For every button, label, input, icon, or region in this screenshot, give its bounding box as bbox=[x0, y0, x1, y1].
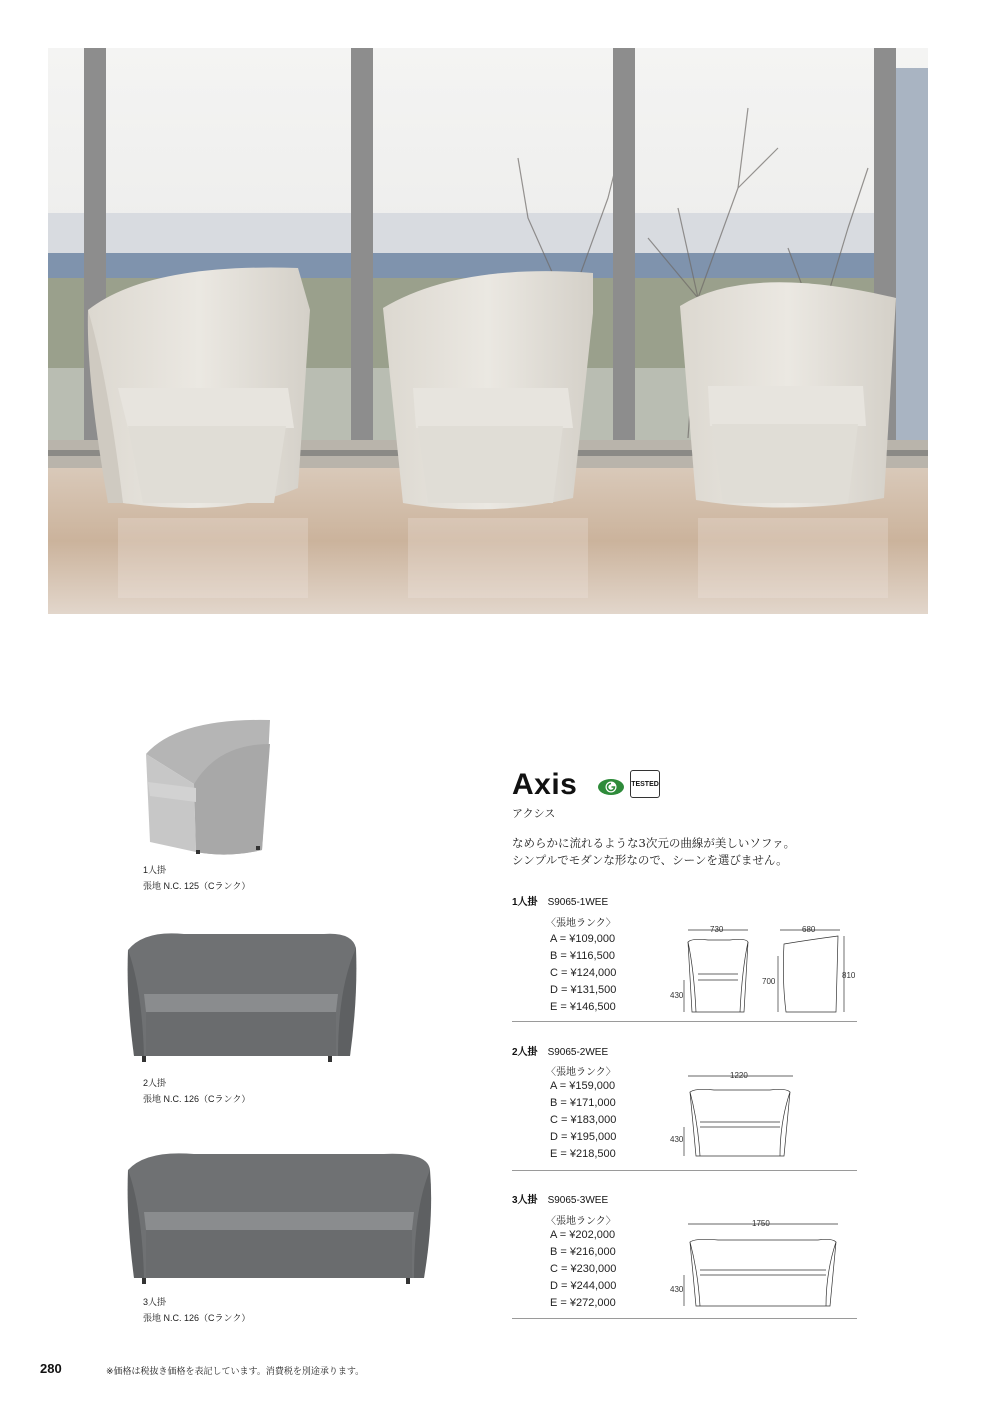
thumbnail-2-seat-sofa bbox=[124, 928, 358, 1064]
dim-width-label: 1750 bbox=[752, 1219, 770, 1228]
divider bbox=[512, 1021, 857, 1022]
variant-seats: 3人掛 bbox=[512, 1195, 538, 1206]
price-rank-d: D = ¥244,000 bbox=[550, 1280, 617, 1292]
variant-seats: 1人掛 bbox=[512, 897, 538, 908]
variant-seats: 2人掛 bbox=[512, 1047, 538, 1058]
description-line: なめらかに流れるような3次元の曲線が美しいソファ。 bbox=[512, 836, 796, 850]
variant-code: S9065-2WEE bbox=[547, 1047, 609, 1058]
price-rank-a: A = ¥159,000 bbox=[550, 1080, 616, 1092]
variant-3-dimension-diagram bbox=[668, 1214, 843, 1315]
caption-fabric: 張地 N.C. 125（Cランク） bbox=[143, 881, 251, 891]
variant-code: S9065-1WEE bbox=[547, 897, 609, 908]
price-rank-c: C = ¥183,000 bbox=[550, 1114, 617, 1126]
price-rank-b: B = ¥171,000 bbox=[550, 1097, 616, 1109]
price-rank-b: B = ¥116,500 bbox=[550, 950, 615, 962]
variant-2-dimension-diagram bbox=[668, 1066, 798, 1165]
price-rank-a: A = ¥109,000 bbox=[550, 933, 616, 945]
thumbnail-3-caption bbox=[143, 1294, 250, 1326]
variant-2-rank-title: 〈張地ランク〉 bbox=[546, 1067, 616, 1078]
dim-height-label: 810 bbox=[842, 971, 856, 980]
variant-2-price-list bbox=[550, 1078, 616, 1163]
dim-arm-height-label: 700 bbox=[762, 977, 776, 986]
thumbnail-1-seat-chair bbox=[138, 714, 278, 856]
variant-1-price-list bbox=[550, 931, 616, 1016]
hero-photo bbox=[48, 48, 928, 614]
price-rank-e: E = ¥146,500 bbox=[550, 1001, 616, 1013]
dim-seat-height-label: 430 bbox=[670, 991, 684, 1000]
variant-code: S9065-3WEE bbox=[547, 1195, 609, 1206]
thumbnail-2-caption bbox=[143, 1075, 250, 1107]
chair-center bbox=[383, 271, 593, 509]
caption-fabric: 張地 N.C. 126（Cランク） bbox=[143, 1094, 251, 1104]
dim-depth-label: 680 bbox=[802, 925, 816, 934]
variant-1-rank-title: 〈張地ランク〉 bbox=[546, 918, 616, 929]
price-rank-d: D = ¥131,500 bbox=[550, 984, 617, 996]
price-rank-e: E = ¥218,500 bbox=[550, 1148, 616, 1160]
price-note: ※価格は税抜き価格を表記しています。消費税を別途承ります。 bbox=[106, 1366, 365, 1376]
dim-width-label: 730 bbox=[710, 925, 724, 934]
caption-seats: 2人掛 bbox=[143, 1078, 167, 1088]
variant-1-header bbox=[512, 893, 608, 908]
caption-fabric: 張地 N.C. 126（Cランク） bbox=[143, 1313, 251, 1323]
price-rank-b: B = ¥216,000 bbox=[550, 1246, 616, 1258]
thumbnail-3-seat-sofa bbox=[124, 1148, 434, 1286]
chair-right bbox=[680, 282, 896, 507]
green-mark-icon bbox=[597, 777, 625, 802]
divider bbox=[512, 1318, 857, 1319]
price-rank-e: E = ¥272,000 bbox=[550, 1297, 616, 1309]
tested-badge: TESTED bbox=[630, 770, 660, 798]
caption-seats: 3人掛 bbox=[143, 1297, 167, 1307]
variant-3-rank-title: 〈張地ランク〉 bbox=[546, 1216, 616, 1227]
variant-3-price-list bbox=[550, 1227, 616, 1312]
dim-width-label: 1220 bbox=[730, 1071, 748, 1080]
dim-seat-height-label: 430 bbox=[670, 1135, 684, 1144]
dim-seat-height-label: 430 bbox=[670, 1285, 684, 1294]
price-rank-c: C = ¥124,000 bbox=[550, 967, 617, 979]
variant-3-header bbox=[512, 1191, 608, 1206]
product-name: Axis bbox=[512, 768, 578, 801]
thumbnail-1-caption bbox=[143, 862, 250, 894]
divider bbox=[512, 1170, 857, 1171]
price-rank-d: D = ¥195,000 bbox=[550, 1131, 617, 1143]
variant-1-dimension-diagram bbox=[668, 920, 858, 1025]
description-line: シンプルでモダンな形なので、シーンを選びません。 bbox=[512, 853, 788, 867]
product-description bbox=[512, 835, 795, 869]
variant-2-header bbox=[512, 1043, 608, 1058]
product-kana: アクシス bbox=[512, 808, 556, 820]
price-rank-c: C = ¥230,000 bbox=[550, 1263, 617, 1275]
page-number: 280 bbox=[40, 1361, 62, 1376]
price-rank-a: A = ¥202,000 bbox=[550, 1229, 616, 1241]
caption-seats: 1人掛 bbox=[143, 865, 167, 875]
chair-left bbox=[88, 268, 310, 508]
